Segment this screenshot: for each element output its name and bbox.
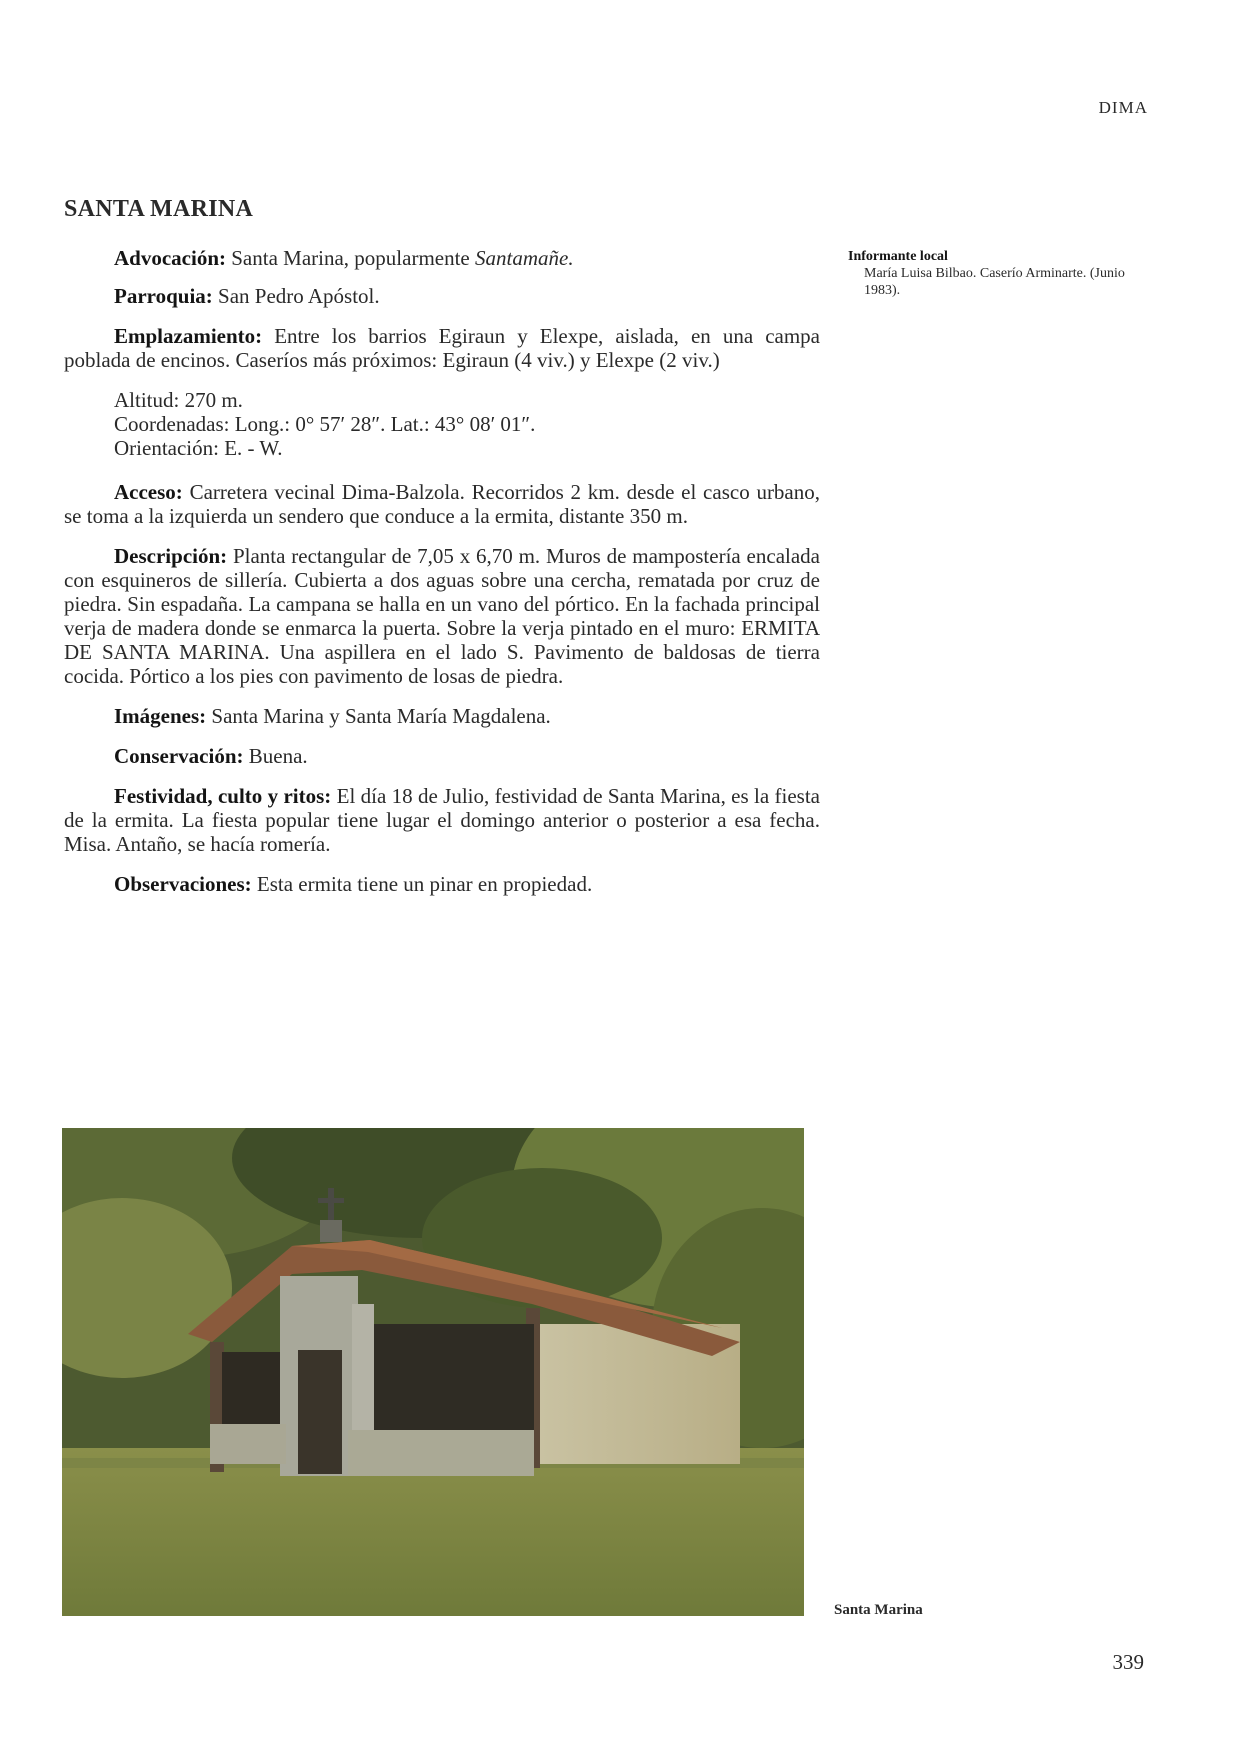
field-imagenes (64, 704, 820, 728)
running-head: DIMA (1098, 98, 1148, 117)
photo-caption: Santa Marina (834, 1602, 923, 1618)
text-conservacion: Buena. (248, 744, 308, 768)
text-emplazamiento: Entre los barrios Egiraun y Elexpe, aislada, en una campa poblada de encinos. Caseríos más próximos: Egiraun (4 viv.) y Elexpe (2 viv.) (64, 324, 821, 372)
altitud: Altitud: 270 m. (114, 388, 243, 412)
text-advocacion-popular: Santamañe. (475, 246, 574, 270)
hermitage-photo (62, 1128, 804, 1616)
coordenadas: Coordenadas: Long.: 0° 57′ 28″. Lat.: 43° 08′ 01″. (114, 412, 536, 436)
field-observaciones (64, 872, 820, 896)
label-descripcion: Descripción: (114, 544, 228, 568)
label-acceso: Acceso: (114, 480, 183, 504)
label-parroquia: Parroquia: (114, 284, 213, 308)
label-observaciones: Observaciones: (114, 872, 252, 896)
sidebar-text: María Luisa Bilbao. Caserío Arminarte. (Junio 1983). (864, 266, 1125, 298)
field-parroquia (64, 284, 820, 308)
field-descripcion (64, 544, 820, 688)
page-title: SANTA MARINA (64, 196, 254, 222)
label-conservacion: Conservación: (114, 744, 244, 768)
field-festividad (64, 784, 820, 856)
text-festividad: El día 18 de Julio, festividad de Santa Marina, es la fiesta de la ermita. La fiesta popular tiene lugar el domingo anterior o posterior a esa fecha. Misa. Antaño, se hacía romería. (64, 784, 820, 856)
field-emplazamiento (64, 324, 820, 372)
label-advocacion: Advocación: (114, 246, 226, 270)
field-acceso (64, 480, 820, 528)
page-number: 339 (1112, 1650, 1144, 1674)
text-descripcion: Planta rectangular de 7,05 x 6,70 m. Muros de mampostería encalada con esquineros de sillería. Cubierta a dos aguas sobre una cercha, rematada por cruz de piedra. Sin espadaña. La campana se halla en un vano del pórtico. En la fachada principal verja de madera donde se enmarca la puerta. Sobre la verja pintado en el muro: ERMITA DE SANTA MARINA. Una aspillera en el lado S. Pavimento de baldosas de tierra cocida. Pórtico a los pies con pavimento de losas de piedra. (64, 544, 820, 688)
field-conservacion (64, 744, 820, 768)
label-festividad: Festividad, culto y ritos: (114, 784, 332, 808)
text-acceso: Carretera vecinal Dima-Balzola. Recorridos 2 km. desde el casco urbano, se toma a la izquierda un sendero que conduce a la ermita, distante 350 m. (64, 480, 821, 528)
field-advocacion (64, 246, 820, 270)
sidebar-heading: Informante local (848, 249, 948, 264)
text-imagenes: Santa Marina y Santa María Magdalena. (211, 704, 551, 728)
label-emplazamiento: Emplazamiento: (114, 324, 263, 348)
text-parroquia: San Pedro Apóstol. (218, 284, 380, 308)
sidebar-informant (848, 248, 1148, 299)
label-imagenes: Imágenes: (114, 704, 207, 728)
entry-body (64, 246, 820, 912)
geo-block (114, 388, 820, 460)
text-observaciones: Esta ermita tiene un pinar en propiedad. (256, 872, 593, 896)
text-advocacion: Santa Marina, popularmente (231, 246, 476, 270)
orientacion: Orientación: E. - W. (114, 436, 283, 460)
